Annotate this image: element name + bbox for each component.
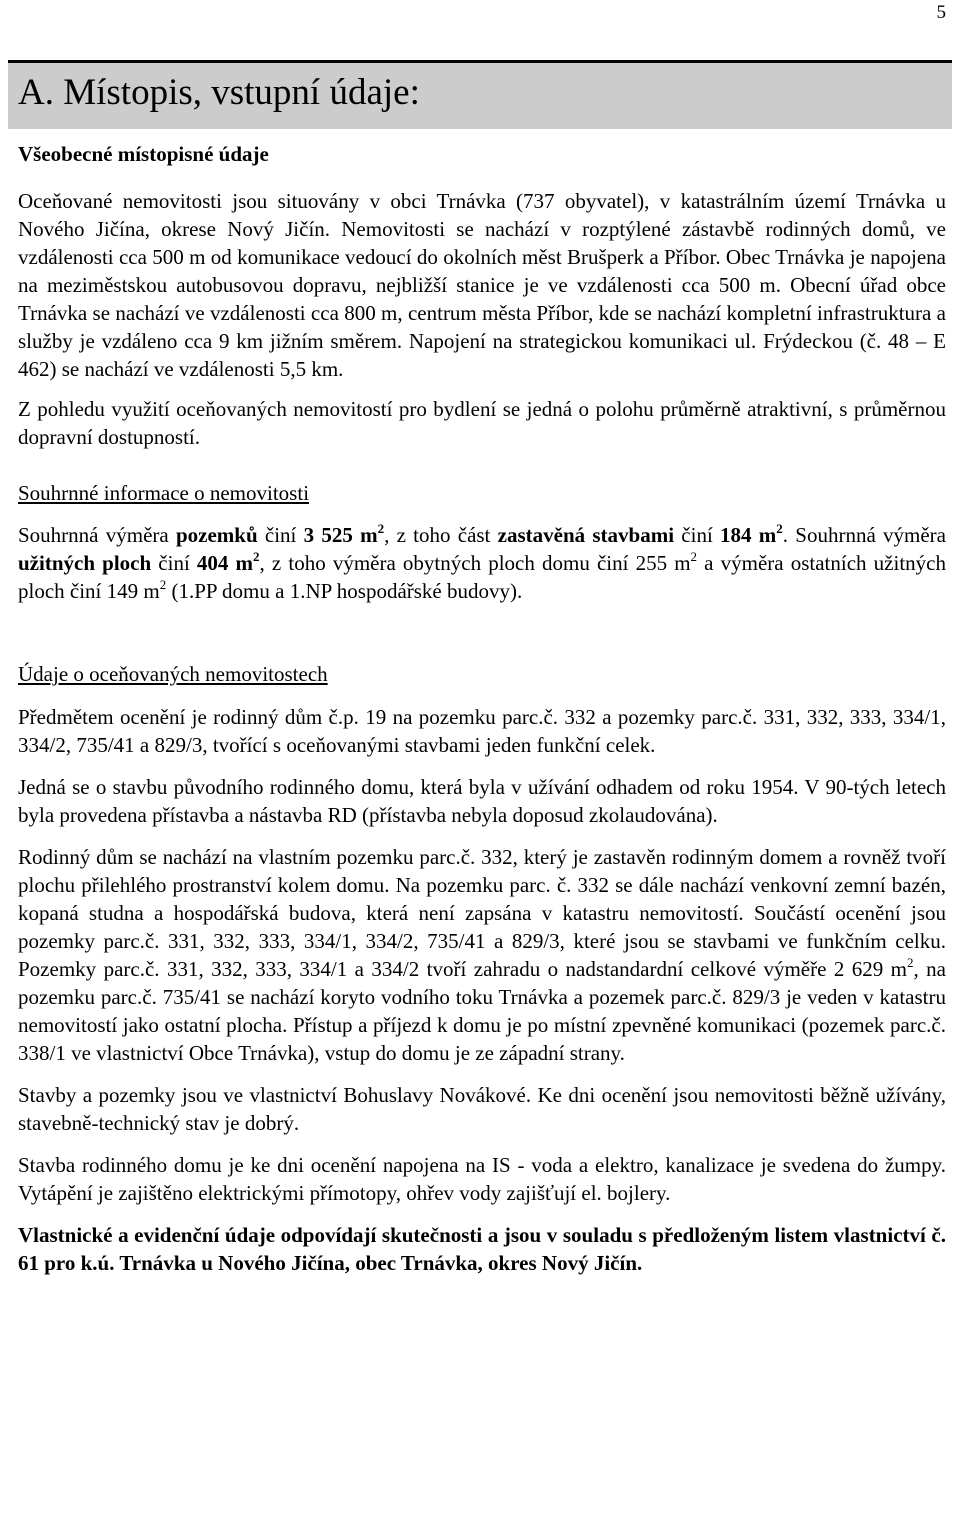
summary-text: . Souhrnná výměra: [782, 523, 946, 547]
summary-text: (1.PP domu a 1.NP hospodářské budovy).: [166, 579, 523, 603]
summary-value-land-area: 3 525 m: [303, 523, 378, 547]
summary-text: , z toho část: [384, 523, 498, 547]
superscript: 2: [253, 549, 260, 564]
superscript: 2: [907, 955, 914, 970]
summary-value-usable-area: 404 m: [196, 551, 254, 575]
property-land-text: Rodinný dům se nachází na vlastním pozemku parc.č. 332, který je zastavěn rodinným domem a rovněž tvoří plochu přilehlého prostranství kolem domu. Na pozemku parc. č. 332 se dále nachází venkovní zemní bazén, kopaná studna a hospodářská budova, která není zapsána v katastru nemovitostí. Součástí ocenění jsou pozemky parc.č. 331, 332, 333, 334/1, 334/2, 735/41 a 829/3, které jsou se stavbami ve funkčním celku. Pozemky parc.č. 331, 332, 333, 334/1 a 334/2 tvoří zahradu o nadstandardní celkové výměře 2 629 m: [18, 845, 946, 981]
superscript: 2: [776, 521, 783, 536]
summary-text: a výměra ostatních užitných ploch činí 149 m: [18, 551, 946, 603]
superscript: 2: [690, 549, 698, 564]
property-land-text: , na pozemku parc.č. 735/41 se nachází koryto vodního toku Trnávka a pozemek parc.č. 829/3 je veden v katastru nemovitostí jako ostatní plocha. Přístup a příjezd k domu je po místní zpevněné komunikaci (pozemek parc.č. 338/1 ve vlastnictví Obce Trnávka), vstup do domu je ze západní strany.: [18, 957, 946, 1065]
paragraph-property-registry: Vlastnické a evidenční údaje odpovídají skutečnosti a jsou v souladu s předloženým listem vlastnictví č. 61 pro k.ú. Trnávka u Nového Jičína, obec Trnávka, okres Nový Jičín.: [18, 1223, 946, 1275]
paragraph-property-ownership: Stavby a pozemky jsou ve vlastnictví Bohuslavy Novákové. Ke dni ocenění jsou nemovitosti běžně užívány, stavebně-technický stav je dobrý.: [18, 1083, 946, 1135]
document-body: [18, 140, 946, 1277]
summary-text: , z toho výměra obytných ploch domu činí 255 m: [259, 551, 691, 575]
paragraph-property-history: Jedná se o stavbu původního rodinného domu, která byla v užívání odhadem od roku 1954. V 90-tých letech byla provedena přístavba a nástavba RD (přístavba nebyla doposud zkolaudována).: [18, 775, 946, 827]
paragraph-general-attractiveness: Z pohledu využití oceňovaných nemovitostí pro bydlení se jedná o polohu průměrně atraktivní, s průměrnou dopravní dostupností.: [18, 397, 946, 449]
paragraph-property-utilities: Stavba rodinného domu je ke dni ocenění napojena na IS - voda a elektro, kanalizace je svedena do žumpy. Vytápění je zajištěno elektrickými přímotopy, ohřev vody zajišťují el. bojlery.: [18, 1153, 946, 1205]
summary-text-bold: užitných ploch: [18, 551, 152, 575]
page-number: 5: [936, 2, 946, 23]
heading-general: Všeobecné místopisné údaje: [18, 142, 269, 166]
paragraph-property-land: [18, 843, 946, 1067]
superscript: 2: [377, 521, 385, 536]
summary-text: činí: [151, 551, 197, 575]
superscript: 2: [159, 577, 167, 592]
summary-text: Souhrnná výměra: [18, 523, 176, 547]
section-title: A. Místopis, vstupní údaje:: [18, 72, 420, 113]
heading-summary: Souhrnné informace o nemovitosti: [18, 481, 310, 505]
summary-text-bold: zastavěná stavbami: [497, 523, 675, 547]
summary-value-built-area: 184 m: [720, 523, 777, 547]
summary-text: činí: [674, 523, 721, 547]
summary-text: činí: [257, 523, 304, 547]
paragraph-general-location: Oceňované nemovitosti jsou situovány v obci Trnávka (737 obyvatel), v katastrálním území Trnávka u Nového Jičína, okrese Nový Jičín. Nemovitosti se nachází v rozptýlené zástavbě rodinných domů, ve vzdálenosti cca 500 m od komunikace vedoucí do okolních měst Brušperk a Příbor. Obec Trnávka je napojena na meziměstskou autobusovou dopravu, nejbližší stanice je ve vzdálenosti cca 500 m. Obecní úřad obce Trnávka se nachází ve vzdálenosti cca 800 m, centrum města Příbor, kde se nachází kompletní infrastruktura a služby je vzdáleno cca 9 km jižním směrem. Napojení na strategickou komunikaci ul. Frýdeckou (č. 48 – E 462) se nachází ve vzdálenosti 5,5 km.: [18, 189, 946, 381]
paragraph-summary-areas: [18, 521, 946, 605]
paragraph-property-subject: Předmětem ocenění je rodinný dům č.p. 19 na pozemku parc.č. 332 a pozemky parc.č. 331, 332, 333, 334/1, 334/2, 735/41 a 829/3, tvořící s oceňovanými stavbami jeden funkční celek.: [18, 705, 946, 757]
summary-text-bold: pozemků: [175, 523, 258, 547]
heading-property: Údaje o oceňovaných nemovitostech: [18, 662, 328, 686]
